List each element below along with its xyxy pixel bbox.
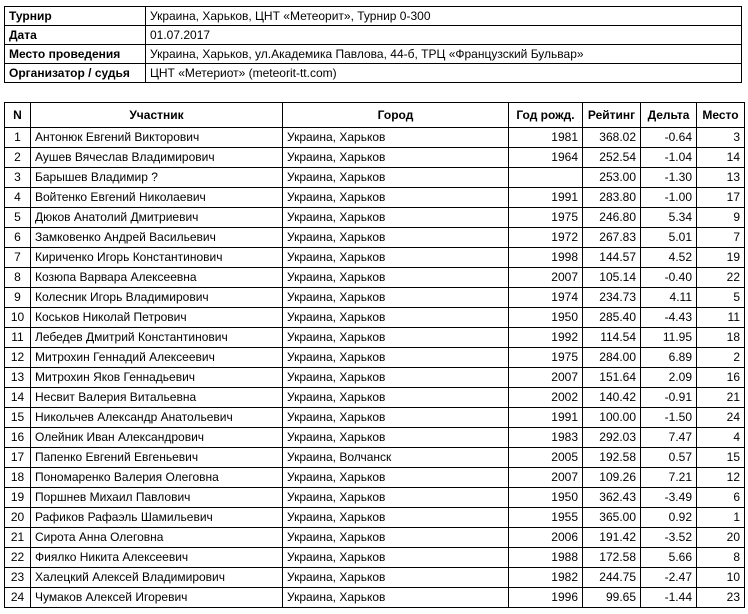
cell-delta: -0.40 <box>641 268 697 288</box>
cell-city: Украина, Харьков <box>283 408 509 428</box>
cell-rating: 191.42 <box>583 528 641 548</box>
cell-place: 1 <box>697 508 745 528</box>
cell-delta: -0.64 <box>641 128 697 148</box>
cell-participant: Олейник Иван Александрович <box>31 428 283 448</box>
cell-rating: 234.73 <box>583 288 641 308</box>
header-delta: Дельта <box>641 103 697 128</box>
cell-participant: Несвит Валерия Витальевна <box>31 388 283 408</box>
cell-delta: 5.66 <box>641 548 697 568</box>
cell-n: 14 <box>5 388 31 408</box>
cell-city: Украина, Харьков <box>283 368 509 388</box>
results-table <box>4 102 745 608</box>
cell-place: 22 <box>697 268 745 288</box>
cell-year: 1992 <box>509 328 583 348</box>
cell-rating: 172.58 <box>583 548 641 568</box>
cell-place: 2 <box>697 348 745 368</box>
cell-rating: 151.64 <box>583 368 641 388</box>
cell-place: 7 <box>697 228 745 248</box>
table-row <box>5 568 745 588</box>
table-row <box>5 288 745 308</box>
cell-year: 2002 <box>509 388 583 408</box>
cell-participant: Халецкий Алексей Владимирович <box>31 568 283 588</box>
table-row <box>5 388 745 408</box>
cell-delta: -3.49 <box>641 488 697 508</box>
cell-year: 2007 <box>509 468 583 488</box>
cell-year: 2007 <box>509 368 583 388</box>
cell-place: 13 <box>697 168 745 188</box>
cell-city: Украина, Харьков <box>283 168 509 188</box>
cell-n: 7 <box>5 248 31 268</box>
cell-city: Украина, Харьков <box>283 128 509 148</box>
cell-place: 20 <box>697 528 745 548</box>
table-row <box>5 468 745 488</box>
cell-city: Украина, Харьков <box>283 188 509 208</box>
cell-delta: -1.30 <box>641 168 697 188</box>
cell-delta: 5.01 <box>641 228 697 248</box>
cell-city: Украина, Харьков <box>283 308 509 328</box>
cell-city: Украина, Харьков <box>283 208 509 228</box>
info-row <box>5 45 742 64</box>
cell-year: 1950 <box>509 488 583 508</box>
cell-participant: Митрохин Геннадий Алексеевич <box>31 348 283 368</box>
cell-rating: 285.40 <box>583 308 641 328</box>
cell-city: Украина, Харьков <box>283 268 509 288</box>
cell-city: Украина, Харьков <box>283 288 509 308</box>
table-row <box>5 408 745 428</box>
cell-year: 1988 <box>509 548 583 568</box>
cell-participant: Рафиков Рафаэль Шамильевич <box>31 508 283 528</box>
cell-year: 1950 <box>509 308 583 328</box>
cell-place: 5 <box>697 288 745 308</box>
cell-n: 1 <box>5 128 31 148</box>
cell-place: 8 <box>697 548 745 568</box>
cell-year: 1983 <box>509 428 583 448</box>
cell-city: Украина, Харьков <box>283 588 509 608</box>
cell-place: 21 <box>697 388 745 408</box>
info-label: Место проведения <box>5 45 146 64</box>
cell-city: Украина, Харьков <box>283 148 509 168</box>
cell-rating: 283.80 <box>583 188 641 208</box>
cell-participant: Коськов Николай Петрович <box>31 308 283 328</box>
cell-participant: Чумаков Алексей Игоревич <box>31 588 283 608</box>
cell-participant: Митрохин Яков Геннадьевич <box>31 368 283 388</box>
table-row <box>5 588 745 608</box>
cell-participant: Кириченко Игорь Константинович <box>31 248 283 268</box>
cell-place: 19 <box>697 248 745 268</box>
table-row <box>5 508 745 528</box>
cell-n: 6 <box>5 228 31 248</box>
header-participant: Участник <box>31 103 283 128</box>
table-row <box>5 428 745 448</box>
cell-place: 15 <box>697 448 745 468</box>
cell-n: 11 <box>5 328 31 348</box>
cell-year: 1991 <box>509 408 583 428</box>
cell-rating: 99.65 <box>583 588 641 608</box>
cell-place: 3 <box>697 128 745 148</box>
cell-participant: Аушев Вячеслав Владимирович <box>31 148 283 168</box>
cell-participant: Никольчев Александр Анатольевич <box>31 408 283 428</box>
table-row <box>5 548 745 568</box>
cell-n: 23 <box>5 568 31 588</box>
cell-n: 17 <box>5 448 31 468</box>
cell-rating: 244.75 <box>583 568 641 588</box>
cell-participant: Колесник Игорь Владимирович <box>31 288 283 308</box>
cell-rating: 105.14 <box>583 268 641 288</box>
cell-participant: Сирота Анна Олеговна <box>31 528 283 548</box>
cell-delta: 5.34 <box>641 208 697 228</box>
table-row <box>5 488 745 508</box>
cell-participant: Папенко Евгений Евгеньевич <box>31 448 283 468</box>
cell-year: 1996 <box>509 588 583 608</box>
cell-rating: 365.00 <box>583 508 641 528</box>
table-row <box>5 188 745 208</box>
cell-delta: -1.44 <box>641 588 697 608</box>
cell-place: 11 <box>697 308 745 328</box>
cell-year: 2007 <box>509 268 583 288</box>
cell-n: 15 <box>5 408 31 428</box>
cell-n: 24 <box>5 588 31 608</box>
info-value: Украина, Харьков, ул.Академика Павлова, 44-б, ТРЦ «Французский Бульвар» <box>146 45 742 64</box>
cell-city: Украина, Харьков <box>283 528 509 548</box>
cell-rating: 252.54 <box>583 148 641 168</box>
cell-place: 9 <box>697 208 745 228</box>
cell-delta: 0.57 <box>641 448 697 468</box>
cell-place: 24 <box>697 408 745 428</box>
cell-rating: 246.80 <box>583 208 641 228</box>
table-row <box>5 328 745 348</box>
cell-city: Украина, Харьков <box>283 548 509 568</box>
header-rating: Рейтинг <box>583 103 641 128</box>
cell-year: 1955 <box>509 508 583 528</box>
cell-delta: 0.92 <box>641 508 697 528</box>
cell-delta: 6.89 <box>641 348 697 368</box>
cell-year: 2006 <box>509 528 583 548</box>
table-row <box>5 268 745 288</box>
cell-year: 1982 <box>509 568 583 588</box>
cell-rating: 109.26 <box>583 468 641 488</box>
cell-rating: 362.43 <box>583 488 641 508</box>
cell-place: 10 <box>697 568 745 588</box>
cell-n: 19 <box>5 488 31 508</box>
cell-year <box>509 168 583 188</box>
cell-city: Украина, Харьков <box>283 328 509 348</box>
cell-city: Украина, Харьков <box>283 488 509 508</box>
cell-participant: Замковенко Андрей Васильевич <box>31 228 283 248</box>
cell-delta: -1.50 <box>641 408 697 428</box>
cell-year: 1972 <box>509 228 583 248</box>
cell-n: 9 <box>5 288 31 308</box>
cell-delta: -4.43 <box>641 308 697 328</box>
cell-n: 5 <box>5 208 31 228</box>
cell-participant: Антонюк Евгений Викторович <box>31 128 283 148</box>
cell-rating: 368.02 <box>583 128 641 148</box>
cell-city: Украина, Харьков <box>283 348 509 368</box>
cell-rating: 100.00 <box>583 408 641 428</box>
cell-city: Украина, Харьков <box>283 388 509 408</box>
cell-year: 1974 <box>509 288 583 308</box>
info-label: Организатор / судья <box>5 64 146 83</box>
info-label: Дата <box>5 26 146 45</box>
info-row <box>5 26 742 45</box>
cell-rating: 144.57 <box>583 248 641 268</box>
cell-rating: 292.03 <box>583 428 641 448</box>
cell-delta: 7.21 <box>641 468 697 488</box>
cell-city: Украина, Харьков <box>283 248 509 268</box>
cell-n: 8 <box>5 268 31 288</box>
cell-rating: 140.42 <box>583 388 641 408</box>
cell-n: 13 <box>5 368 31 388</box>
cell-place: 14 <box>697 148 745 168</box>
table-row <box>5 248 745 268</box>
cell-rating: 253.00 <box>583 168 641 188</box>
cell-year: 1975 <box>509 348 583 368</box>
cell-delta: 7.47 <box>641 428 697 448</box>
cell-rating: 267.83 <box>583 228 641 248</box>
header-n: N <box>5 103 31 128</box>
cell-delta: 4.11 <box>641 288 697 308</box>
header-place: Место <box>697 103 745 128</box>
cell-delta: -1.00 <box>641 188 697 208</box>
cell-year: 1991 <box>509 188 583 208</box>
header-year: Год рожд. <box>509 103 583 128</box>
cell-n: 3 <box>5 168 31 188</box>
table-row <box>5 308 745 328</box>
cell-city: Украина, Харьков <box>283 428 509 448</box>
info-value: Украина, Харьков, ЦНТ «Метеорит», Турнир 0-300 <box>146 7 742 26</box>
info-row <box>5 64 742 83</box>
cell-participant: Дюков Анатолий Дмитриевич <box>31 208 283 228</box>
cell-city: Украина, Харьков <box>283 228 509 248</box>
info-label: Турнир <box>5 7 146 26</box>
table-row <box>5 168 745 188</box>
cell-participant: Пономаренко Валерия Олеговна <box>31 468 283 488</box>
cell-city: Украина, Харьков <box>283 568 509 588</box>
cell-year: 1975 <box>509 208 583 228</box>
cell-n: 16 <box>5 428 31 448</box>
cell-delta: 2.09 <box>641 368 697 388</box>
cell-n: 10 <box>5 308 31 328</box>
cell-n: 4 <box>5 188 31 208</box>
table-row <box>5 128 745 148</box>
table-row <box>5 368 745 388</box>
table-row <box>5 348 745 368</box>
cell-delta: -3.52 <box>641 528 697 548</box>
cell-year: 2005 <box>509 448 583 468</box>
cell-place: 17 <box>697 188 745 208</box>
cell-city: Украина, Харьков <box>283 508 509 528</box>
info-row <box>5 7 742 26</box>
cell-year: 1964 <box>509 148 583 168</box>
cell-delta: -2.47 <box>641 568 697 588</box>
cell-place: 23 <box>697 588 745 608</box>
cell-n: 18 <box>5 468 31 488</box>
cell-place: 16 <box>697 368 745 388</box>
cell-n: 22 <box>5 548 31 568</box>
table-row <box>5 228 745 248</box>
table-row <box>5 208 745 228</box>
table-row <box>5 448 745 468</box>
cell-delta: -1.04 <box>641 148 697 168</box>
cell-delta: 4.52 <box>641 248 697 268</box>
cell-place: 6 <box>697 488 745 508</box>
cell-delta: -0.91 <box>641 388 697 408</box>
header-city: Город <box>283 103 509 128</box>
tournament-info-table <box>4 6 742 83</box>
cell-year: 1981 <box>509 128 583 148</box>
cell-participant: Барышев Владимир ? <box>31 168 283 188</box>
cell-n: 21 <box>5 528 31 548</box>
cell-participant: Лебедев Дмитрий Константинович <box>31 328 283 348</box>
cell-rating: 192.58 <box>583 448 641 468</box>
cell-participant: Фиялко Никита Алексеевич <box>31 548 283 568</box>
header-row <box>5 103 745 128</box>
cell-rating: 114.54 <box>583 328 641 348</box>
cell-rating: 284.00 <box>583 348 641 368</box>
cell-n: 2 <box>5 148 31 168</box>
cell-participant: Войтенко Евгений Николаевич <box>31 188 283 208</box>
cell-place: 18 <box>697 328 745 348</box>
cell-city: Украина, Волчанск <box>283 448 509 468</box>
cell-city: Украина, Харьков <box>283 468 509 488</box>
info-value: 01.07.2017 <box>146 26 742 45</box>
cell-year: 1998 <box>509 248 583 268</box>
cell-n: 12 <box>5 348 31 368</box>
cell-participant: Поршнев Михаил Павлович <box>31 488 283 508</box>
cell-place: 4 <box>697 428 745 448</box>
cell-place: 12 <box>697 468 745 488</box>
info-value: ЦНТ «Метериот» (meteorit-tt.com) <box>146 64 742 83</box>
cell-participant: Козюпа Варвара Алексеевна <box>31 268 283 288</box>
cell-delta: 11.95 <box>641 328 697 348</box>
table-row <box>5 148 745 168</box>
cell-n: 20 <box>5 508 31 528</box>
table-row <box>5 528 745 548</box>
